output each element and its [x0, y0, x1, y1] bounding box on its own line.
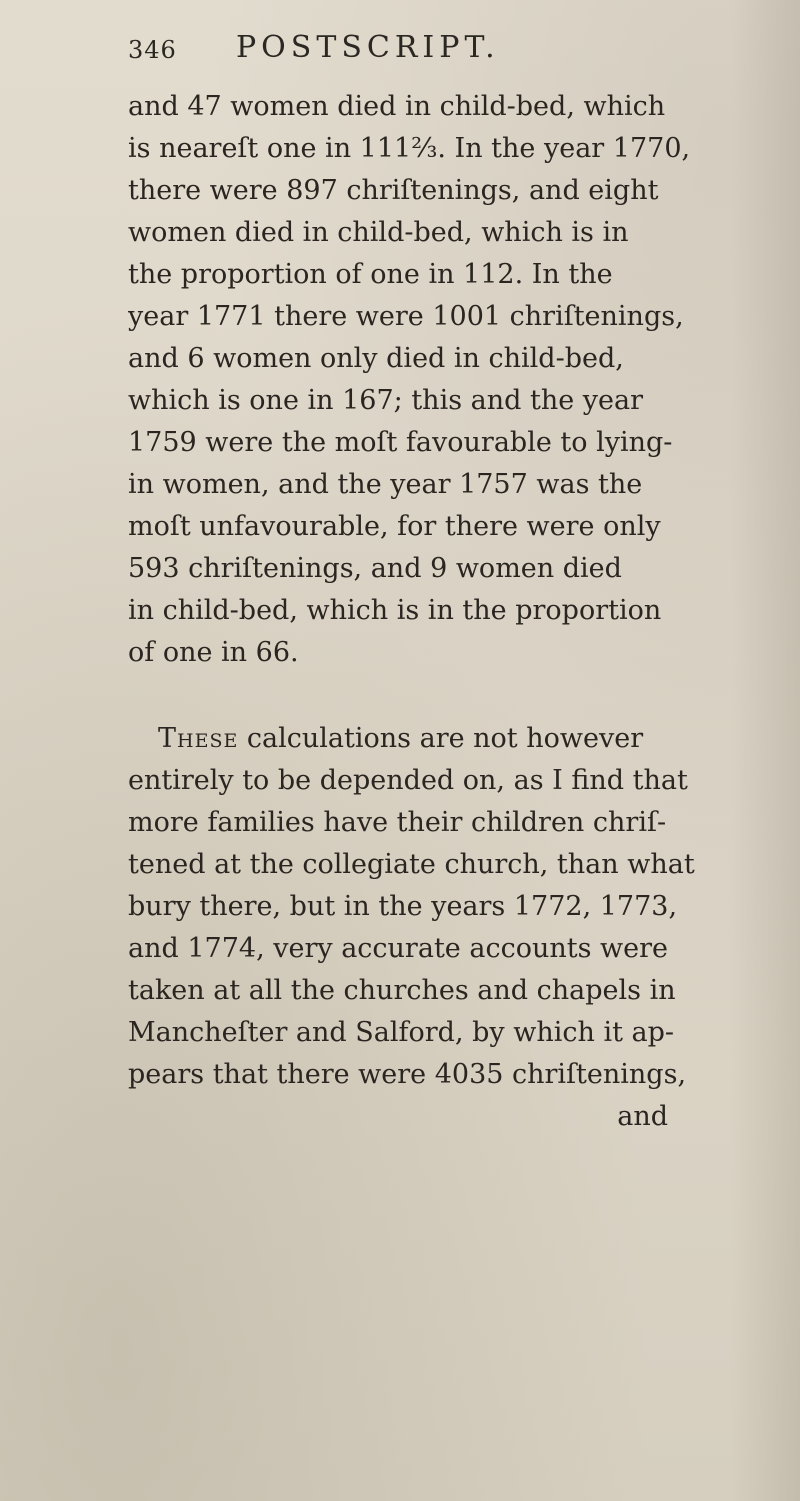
text-line: there were 897 chriſtenings, and eight: [128, 175, 659, 206]
paragraph-gap: [128, 674, 728, 718]
paragraph-1: [128, 86, 728, 674]
paragraph-2: [128, 718, 728, 1138]
text-line: Mancheſter and Salford, by which it ap-: [128, 1017, 675, 1048]
text-line: the proportion of one in 112. In the: [128, 259, 613, 290]
small-caps-opening-word: These: [158, 723, 239, 754]
text-line: taken at all the churches and chapels in: [128, 975, 676, 1006]
text-line: and 6 women only died in child-bed,: [128, 343, 624, 374]
text-line: tened at the collegiate church, than what: [128, 849, 695, 880]
text-line: women died in child-bed, which is in: [128, 217, 629, 248]
text-line: which is one in 167; this and the year: [128, 385, 644, 416]
text-line: in child-bed, which is in the proportion: [128, 595, 662, 626]
text-line: entirely to be depended on, as I find that: [128, 765, 688, 796]
text-line: 593 chriſtenings, and 9 women died: [128, 553, 622, 584]
text-line: in women, and the year 1757 was the: [128, 469, 643, 500]
text-line: more families have their children chriſ-: [128, 807, 667, 838]
first-line-rest: calculations are not however: [238, 723, 644, 754]
running-head: POSTSCRIPT.: [236, 30, 500, 65]
text-line: and 1774, very accurate accounts were: [128, 933, 668, 964]
page-edge-shadow: [730, 0, 800, 1501]
text-line: pears that there were 4035 chriſtenings,: [128, 1059, 687, 1090]
text-line: of one in 66.: [128, 637, 299, 668]
text-line: is neareſt one in 111⅔. In the year 1770,: [128, 133, 691, 164]
body-text: [128, 86, 728, 1138]
text-line-first: [128, 718, 728, 760]
text-line: moſt unfavourable, for there were only: [128, 511, 661, 542]
page-number: 346: [128, 36, 177, 64]
text-line: and 47 women died in child-bed, which: [128, 91, 666, 122]
page-header: [128, 30, 688, 70]
catchword: and: [617, 1101, 668, 1132]
text-line: 1759 were the moſt favourable to lying-: [128, 427, 673, 458]
text-line: bury there, but in the years 1772, 1773,: [128, 891, 678, 922]
text-line: year 1771 there were 1001 chriſtenings,: [128, 301, 684, 332]
